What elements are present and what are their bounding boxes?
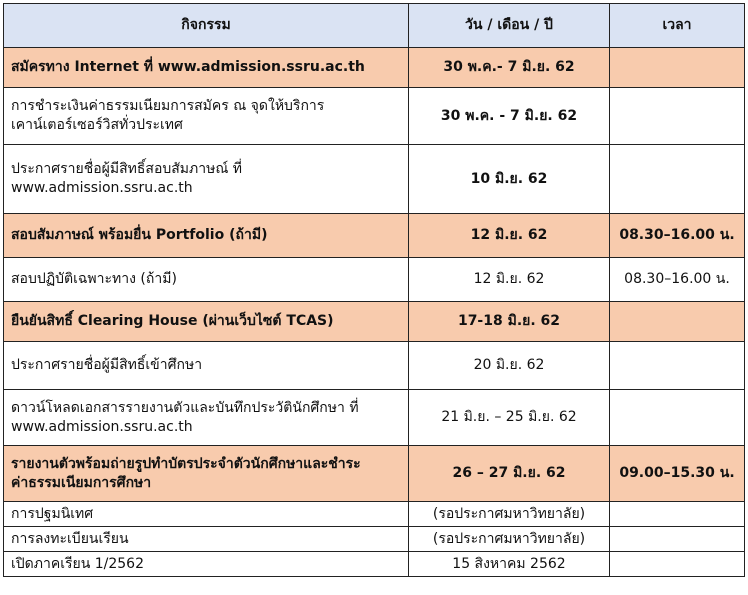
date-cell: 20 มิ.ย. 62 <box>409 342 610 390</box>
date-cell: 21 มิ.ย. – 25 มิ.ย. 62 <box>409 390 610 446</box>
table-row <box>4 48 745 88</box>
activity-cell: ประกาศรายชื่อผู้มีสิทธิ์สอบสัมภาษณ์ ที่ www.admission.ssru.ac.th <box>4 145 409 214</box>
time-cell <box>610 527 745 552</box>
date-cell: (รอประกาศมหาวิทยาลัย) <box>409 527 610 552</box>
table-header-row <box>4 4 745 48</box>
time-cell: 08.30–16.00 น. <box>610 214 745 258</box>
activity-cell: การชำระเงินค่าธรรมเนียมการสมัคร ณ จุดให้บริการ เคาน์เตอร์เซอร์วิสทั่วประเทศ <box>4 88 409 145</box>
activity-cell: รายงานตัวพร้อมถ่ายรูปทำบัตรประจำตัวนักศึกษาและชำระ ค่าธรรมเนียมการศึกษา <box>4 446 409 502</box>
table-row <box>4 527 745 552</box>
date-cell: 12 มิ.ย. 62 <box>409 214 610 258</box>
activity-cell: ประกาศรายชื่อผู้มีสิทธิ์เข้าศึกษา <box>4 342 409 390</box>
schedule-table <box>3 3 745 577</box>
column-header-activity: กิจกรรม <box>4 4 409 48</box>
activity-cell: ยืนยันสิทธิ์ Clearing House (ผ่านเว็บไซต์ TCAS) <box>4 302 409 342</box>
date-cell: 30 พ.ค.- 7 มิ.ย. 62 <box>409 48 610 88</box>
activity-cell: สอบปฏิบัติเฉพาะทาง (ถ้ามี) <box>4 258 409 302</box>
time-cell <box>610 88 745 145</box>
date-cell: 30 พ.ค. - 7 มิ.ย. 62 <box>409 88 610 145</box>
time-cell <box>610 552 745 577</box>
table-row <box>4 390 745 446</box>
time-cell: 08.30–16.00 น. <box>610 258 745 302</box>
time-cell <box>610 502 745 527</box>
date-cell: 15 สิงหาคม 2562 <box>409 552 610 577</box>
date-cell: 12 มิ.ย. 62 <box>409 258 610 302</box>
column-header-time: เวลา <box>610 4 745 48</box>
date-cell: (รอประกาศมหาวิทยาลัย) <box>409 502 610 527</box>
time-cell <box>610 390 745 446</box>
table-row <box>4 214 745 258</box>
time-cell <box>610 342 745 390</box>
table-row <box>4 88 745 145</box>
table-row <box>4 258 745 302</box>
column-header-date: วัน / เดือน / ปี <box>409 4 610 48</box>
activity-cell: สอบสัมภาษณ์ พร้อมยื่น Portfolio (ถ้ามี) <box>4 214 409 258</box>
activity-cell: สมัครทาง Internet ที่ www.admission.ssru.ac.th <box>4 48 409 88</box>
time-cell <box>610 145 745 214</box>
date-cell: 17-18 มิ.ย. 62 <box>409 302 610 342</box>
time-cell <box>610 48 745 88</box>
date-cell: 26 – 27 มิ.ย. 62 <box>409 446 610 502</box>
table-row <box>4 552 745 577</box>
table-row <box>4 342 745 390</box>
time-cell: 09.00–15.30 น. <box>610 446 745 502</box>
activity-cell: การปฐมนิเทศ <box>4 502 409 527</box>
date-cell: 10 มิ.ย. 62 <box>409 145 610 214</box>
activity-cell: ดาวน์โหลดเอกสารรายงานตัวและบันทึกประวัตินักศึกษา ที่ www.admission.ssru.ac.th <box>4 390 409 446</box>
time-cell <box>610 302 745 342</box>
table-row <box>4 446 745 502</box>
table-row <box>4 145 745 214</box>
table-row <box>4 302 745 342</box>
activity-cell: การลงทะเบียนเรียน <box>4 527 409 552</box>
activity-cell: เปิดภาคเรียน 1/2562 <box>4 552 409 577</box>
table-row <box>4 502 745 527</box>
